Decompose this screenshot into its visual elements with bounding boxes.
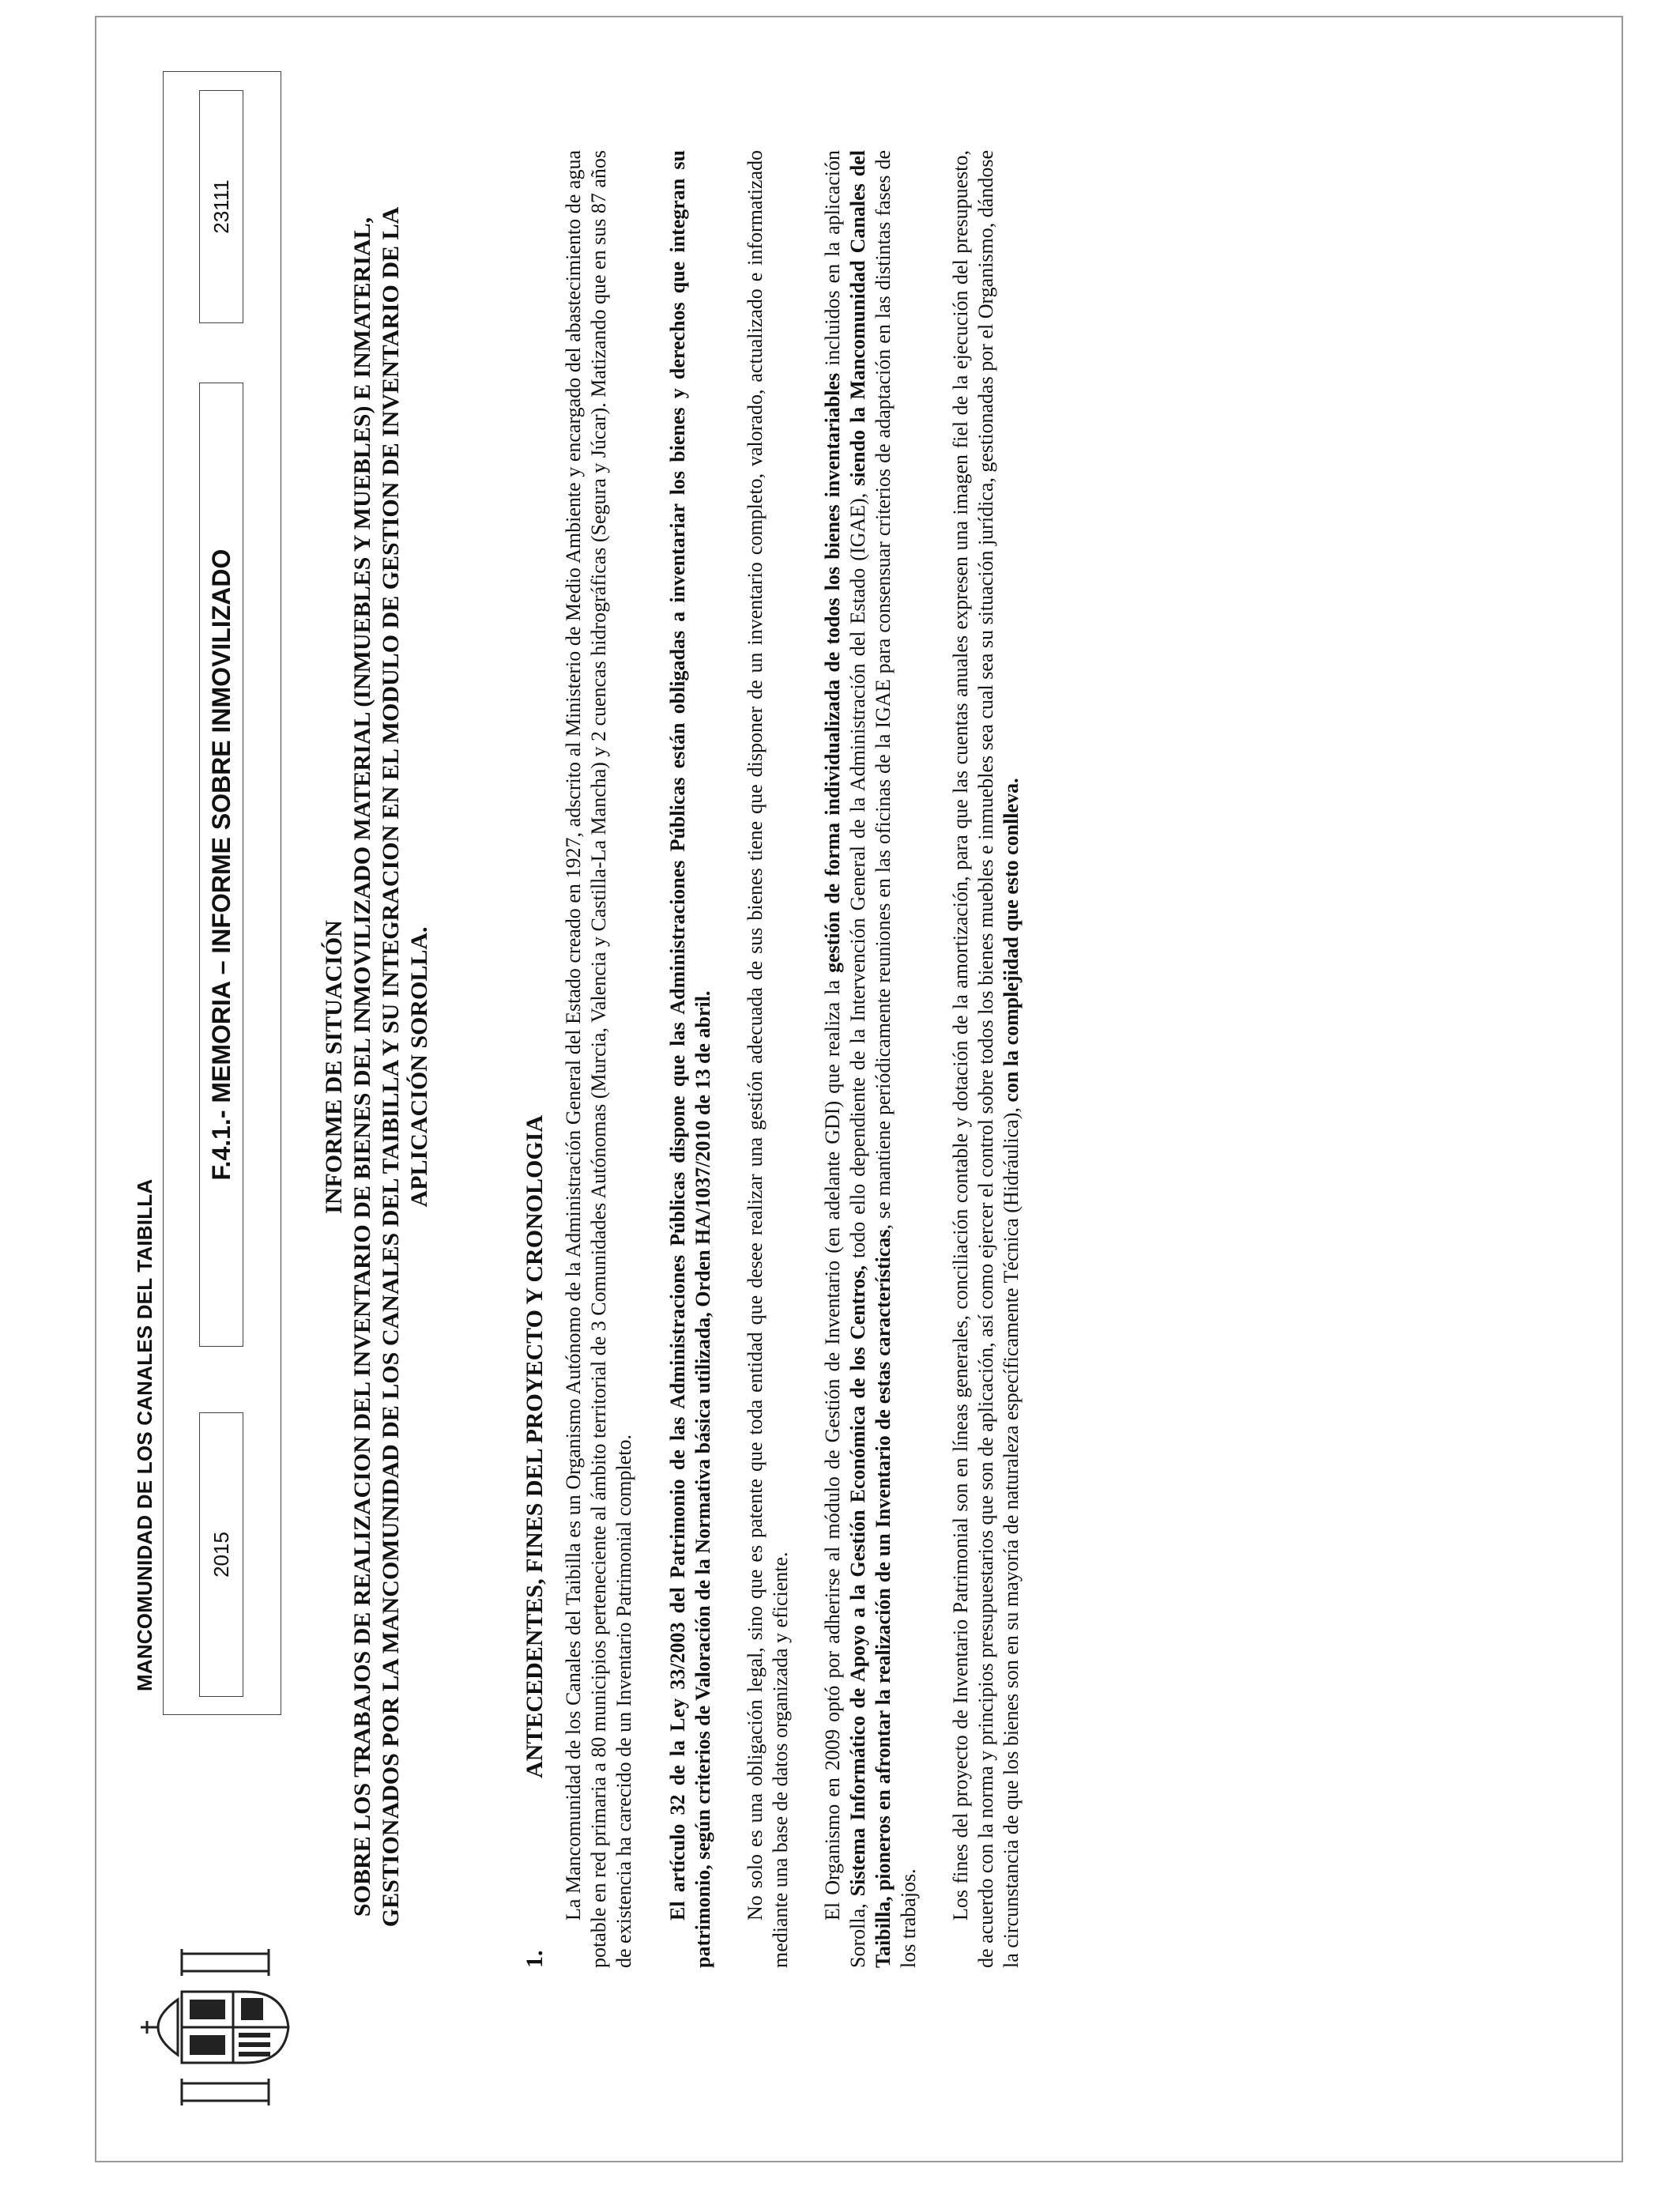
p4-text: todo ello dependiente de la Intervención General de la Administración del Estado (IGAE), <box>846 485 869 1266</box>
p4-text: El Organismo en 2009 optó por adherirse al módulo de Gestión de Inventario (en adelante GDI) que realiza la <box>821 972 844 1921</box>
header-box <box>163 71 281 1715</box>
p4-text: , se mantiene periódicamente reuniones en las oficinas de la IGAE para consensuar criterios de adaptación en las distintas fases de los trabajos. <box>872 150 920 1968</box>
rotated-page-content <box>119 63 1604 2134</box>
p4-text: incluidos en la aplicación Sorolla, <box>821 149 869 1968</box>
organization-name: MANCOMUNIDAD DE LOS CANALES DEL TAIBILLA <box>133 1178 156 1691</box>
report-title <box>320 158 434 1976</box>
p4-bold: Sistema Informático de Apoyo a la Gestión Económica de los Centros, <box>846 1265 869 1897</box>
p4-bold: siendo la Mancomunidad Canales del Taibilla, pioneros en afrontar la realización de un Inventario de estas características <box>846 150 895 1968</box>
year-cell: 2015 <box>199 1412 243 1697</box>
paragraph-5 <box>948 150 1024 1968</box>
paragraph-3: No solo es una obligación legal, sino que es patente que toda entidad que desee realizar una gestión adecuada de sus bienes tiene que disponer de un inventario completo, valorado, actualizado e informatizado mediante una base de datos organizada y eficiente. <box>744 150 792 1968</box>
p5-bold: con la complejidad que esto conlleva. <box>1000 778 1023 1103</box>
p4-bold: gestión de forma individualizada de todos los bienes inventariables <box>821 372 844 973</box>
section-heading <box>522 1115 548 1968</box>
paragraph-4 <box>820 150 921 1968</box>
section-title: ANTECEDENTES, FINES DEL PROYECTO Y CRONOLOGIA <box>522 1114 548 1778</box>
report-title-line: INFORME DE SITUACIÓN <box>321 920 347 1214</box>
report-title-line: GESTIONADOS POR LA MANCOMUNIDAD DE LOS CANALES DEL TAIBILLA Y SU INTEGRACION EN EL MODULO DE GESTION DE INVENTARIO DE LA <box>378 206 404 1928</box>
report-title-line: SOBRE LOS TRABAJOS DE REALIZACION DEL INVENTARIO DE BIENES DEL INMOVILIZADO MATERIAL (INMUEBLES Y MUEBLES) E INMATERIAL, <box>349 217 375 1917</box>
coat-of-arms-icon <box>134 1944 292 2110</box>
report-title-line: APLICACIÓN SOROLLA. <box>406 926 432 1208</box>
document-code: 23111 <box>199 90 243 323</box>
document-title: F.4.1.- MEMORIA – INFORME SOBRE INMOVILIZADO <box>199 383 243 1347</box>
paragraph-1: La Mancomunidad de los Canales del Taibilla es un Organismo Autónomo de la Administración General del Estado creado en 1927, adscrito al Ministerio de Medio Ambiente y encargado del abastecimiento de agua potable en red primaria a 80 municipios perteneciente al ámbito territorial de 3 Comunidades Autónomas (Murcia, Valencia y Castilla-La Mancha) y 2 cuencas hidrográficas (Segura y Júcar). Matizando que en sus 87 años de existencia ha carecido de un Inventario Patrimonial completo. <box>562 150 635 1968</box>
p5-text: Los fines del proyecto de Inventario Patrimonial son en líneas generales, conciliación contable y dotación de la amortización, para que las cuentas anuales expresen una imagen fiel de la ejecución del presupuesto, de acuerdo con la norma y principios presupuestarios que son de aplicación, así como ejercer el control sobre todos los bienes muebles e inmuebles sea cual sea su situación jurídica, gestionadas por el Organismo, dándose la circunstancia de que los bienes son en su mayoría de naturaleza específicamente Técnica (Hidráulica), <box>949 150 1023 1968</box>
section-number: 1. <box>522 1950 548 1968</box>
paragraph-2: El artículo 32 de la Ley 33/2003 del Patrimonio de las Administraciones Públicas dispone que las Administraciones Públicas están obligadas a inventariar los bienes y derechos que integran su patrimonio, según criterios de Valoración de la Normativa básica utilizada, Orden HA/1037/2010 de 13 de abril. <box>666 150 714 1968</box>
